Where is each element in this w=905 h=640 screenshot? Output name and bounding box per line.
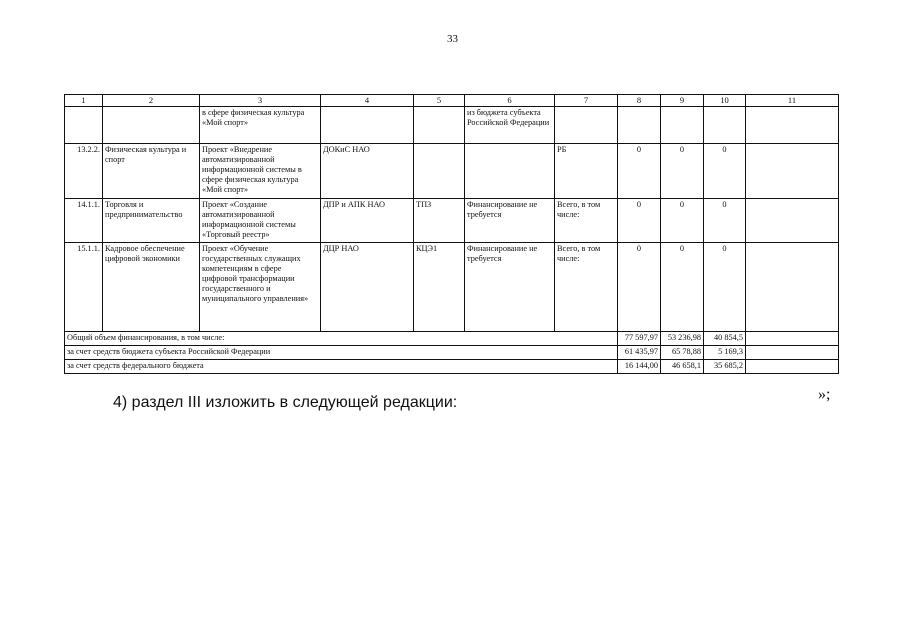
value-cell: 0 xyxy=(661,199,704,243)
summary-row-regional xyxy=(65,346,839,360)
value-cell: 0 xyxy=(618,243,661,332)
budget-cell: РБ xyxy=(555,144,618,199)
responsible-cell xyxy=(321,107,414,144)
summary-label: Общий объем финансирования, в том числе: xyxy=(65,332,618,346)
summary-value: 61 435,97 xyxy=(618,346,661,360)
note-cell xyxy=(746,144,839,199)
project-cell: в сфере физическая культура «Мой спорт» xyxy=(200,107,321,144)
page-number: 33 xyxy=(447,33,458,45)
summary-value: 35 685,2 xyxy=(704,360,746,374)
header-cell: 2 xyxy=(103,95,200,107)
summary-value xyxy=(746,332,839,346)
value-cell xyxy=(661,107,704,144)
value-cell: 0 xyxy=(704,144,746,199)
summary-value: 40 854,5 xyxy=(704,332,746,346)
code-cell xyxy=(414,107,465,144)
budget-cell xyxy=(555,107,618,144)
header-cell: 11 xyxy=(746,95,839,107)
amendment-instruction: 4) раздел III изложить в следующей редакции: xyxy=(113,394,458,411)
summary-row-federal xyxy=(65,360,839,374)
summary-value xyxy=(746,346,839,360)
responsible-cell: ДПР и АПК НАО xyxy=(321,199,414,243)
table-row xyxy=(65,144,839,199)
value-cell xyxy=(618,107,661,144)
value-cell xyxy=(704,107,746,144)
row-number-cell: 15.1.1. xyxy=(65,243,103,332)
area-cell: Физическая культура и спорт xyxy=(103,144,200,199)
header-cell: 7 xyxy=(555,95,618,107)
summary-label: за счет средств бюджета субъекта Российской Федерации xyxy=(65,346,618,360)
financing-table xyxy=(64,94,839,374)
row-number-cell: 13.2.2. xyxy=(65,144,103,199)
area-cell: Кадровое обеспечение цифровой экономики xyxy=(103,243,200,332)
summary-label: за счет средств федерального бюджета xyxy=(65,360,618,374)
table-row xyxy=(65,199,839,243)
value-cell: 0 xyxy=(618,144,661,199)
row-number-cell: 14.1.1. xyxy=(65,199,103,243)
code-cell xyxy=(414,144,465,199)
source-cell: Финансирование не требуется xyxy=(465,243,555,332)
row-number-cell xyxy=(65,107,103,144)
header-cell: 4 xyxy=(321,95,414,107)
summary-value: 77 597,97 xyxy=(618,332,661,346)
source-cell xyxy=(465,144,555,199)
summary-value: 46 658,1 xyxy=(661,360,704,374)
value-cell: 0 xyxy=(661,243,704,332)
table-header-row xyxy=(65,95,839,107)
closing-quote-mark: »; xyxy=(818,386,831,403)
value-cell: 0 xyxy=(704,199,746,243)
source-cell: Финансирование не требуется xyxy=(465,199,555,243)
header-cell: 5 xyxy=(414,95,465,107)
budget-cell: Всего, в том числе: xyxy=(555,243,618,332)
project-cell: Проект «Обучение государственных служащих компетенциям в сфере цифровой трансформации государственного и муниципального управления» xyxy=(200,243,321,332)
header-cell: 9 xyxy=(661,95,704,107)
budget-cell: Всего, в том числе: xyxy=(555,199,618,243)
project-cell: Проект «Внедрение автоматизированной информационной системы в сфере физическая культура «Мой спорт» xyxy=(200,144,321,199)
summary-value xyxy=(746,360,839,374)
table-row xyxy=(65,107,839,144)
summary-value: 16 144,00 xyxy=(618,360,661,374)
header-cell: 1 xyxy=(65,95,103,107)
table-row xyxy=(65,243,839,332)
code-cell: ТПЗ xyxy=(414,199,465,243)
source-cell: из бюджета субъекта Российской Федерации xyxy=(465,107,555,144)
value-cell: 0 xyxy=(661,144,704,199)
value-cell: 0 xyxy=(618,199,661,243)
area-cell: Торговля и предпринимательство xyxy=(103,199,200,243)
code-cell: КЦЭ1 xyxy=(414,243,465,332)
summary-row-total xyxy=(65,332,839,346)
value-cell: 0 xyxy=(704,243,746,332)
summary-value: 5 169,3 xyxy=(704,346,746,360)
summary-value: 53 236,98 xyxy=(661,332,704,346)
project-cell: Проект «Создание автоматизированной информационной системы «Торговый реестр» xyxy=(200,199,321,243)
responsible-cell: ДОКиС НАО xyxy=(321,144,414,199)
header-cell: 6 xyxy=(465,95,555,107)
note-cell xyxy=(746,199,839,243)
summary-value: 65 78,88 xyxy=(661,346,704,360)
responsible-cell: ДЦР НАО xyxy=(321,243,414,332)
header-cell: 8 xyxy=(618,95,661,107)
note-cell xyxy=(746,107,839,144)
header-cell: 3 xyxy=(200,95,321,107)
header-cell: 10 xyxy=(704,95,746,107)
note-cell xyxy=(746,243,839,332)
area-cell xyxy=(103,107,200,144)
